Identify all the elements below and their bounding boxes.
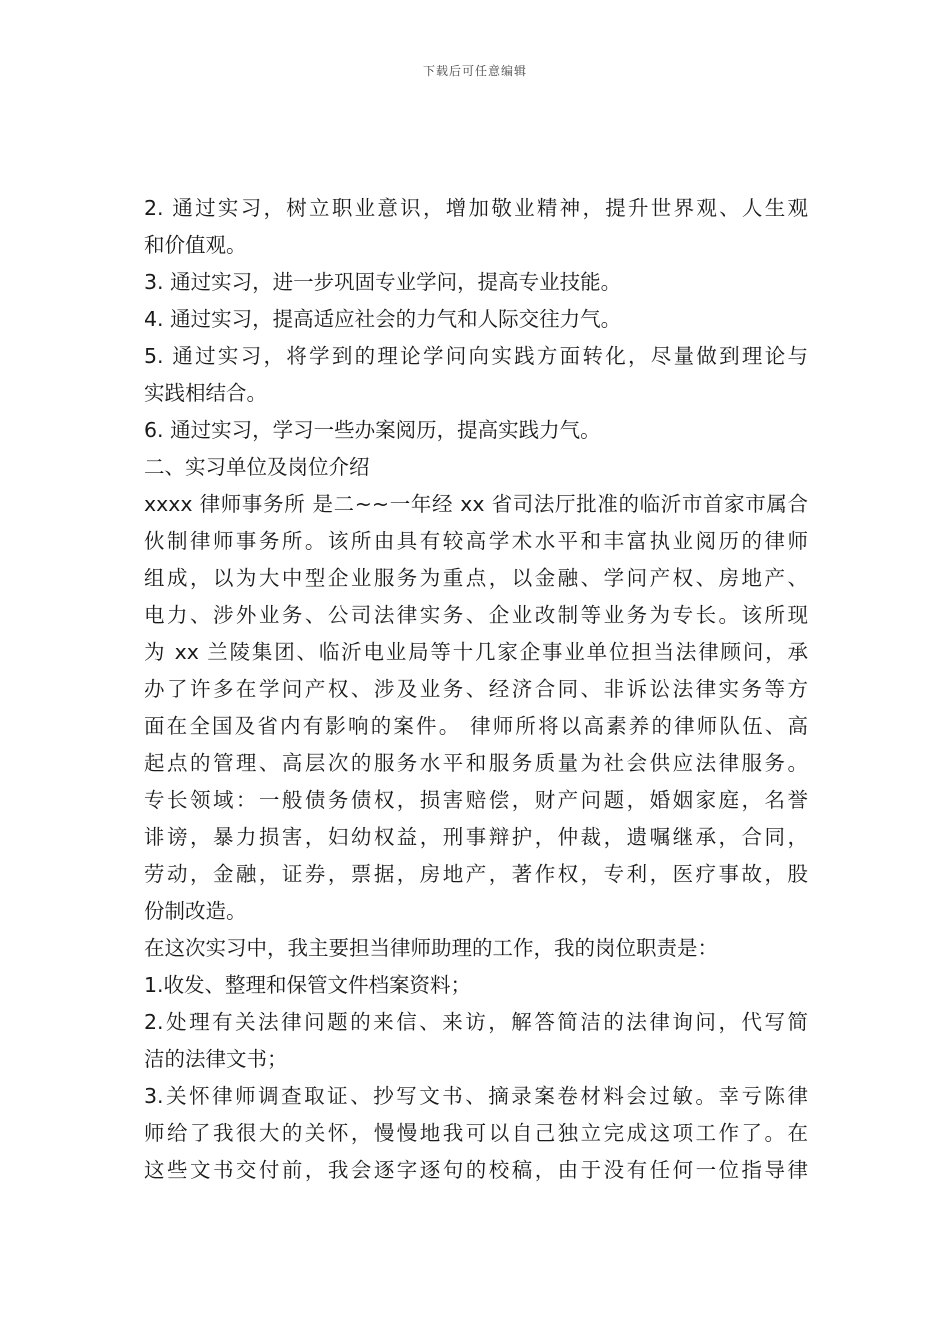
text-line: 2.处理有关法律问题的来信、来访，解答简洁的法律询问，代写简 bbox=[144, 1010, 808, 1034]
text-line: 5. 通过实习，将学到的理论学问向实践方面转化，尽量做到理论与 bbox=[144, 344, 808, 368]
text-line: 和价值观。 bbox=[144, 233, 247, 257]
text-line: 诽谤，暴力损害，妇幼权益，刑事辩护，仲裁，遗嘱继承，合同， bbox=[144, 825, 808, 849]
text-line: 办了许多在学问产权、涉及业务、经济合同、非诉讼法律实务等方 bbox=[144, 677, 808, 701]
text-line: 面在全国及省内有影响的案件。 律师所将以高素养的律师队伍、高 bbox=[144, 714, 808, 738]
text-line: 起点的管理、高层次的服务水平和服务质量为社会供应法律服务。 bbox=[144, 751, 808, 775]
text-line: 在这次实习中，我主要担当律师助理的工作，我的岗位职责是： bbox=[144, 936, 718, 960]
text-line: 为 xx 兰陵集团、临沂电业局等十几家企事业单位担当法律顾问，承 bbox=[144, 640, 808, 664]
text-line: 3.关怀律师调查取证、抄写文书、摘录案卷材料会过敏。幸亏陈律 bbox=[144, 1084, 808, 1108]
text-line: 劳动，金融，证券，票据，房地产，著作权，专利，医疗事故，股 bbox=[144, 862, 808, 886]
text-line: xxxx 律师事务所 是二~~一年经 xx 省司法厅批准的临沂市首家市属合 bbox=[144, 492, 808, 516]
text-line: 电力、涉外业务、公司法律实务、企业改制等业务为专长。该所现 bbox=[144, 603, 808, 627]
text-line: 专长领域：一般债务债权，损害赔偿，财产问题，婚姻家庭，名誉 bbox=[144, 788, 808, 812]
text-line: 1.收发、整理和保管文件档案资料； bbox=[144, 973, 472, 997]
text-line: 4. 通过实习，提高适应社会的力气和人际交往力气。 bbox=[144, 307, 622, 331]
page-header: 下载后可任意编辑 bbox=[422, 64, 527, 78]
text-line: 这些文书交付前，我会逐字逐句的校稿，由于没有任何一位指导律 bbox=[144, 1158, 808, 1182]
text-line: 二、实习单位及岗位介绍 bbox=[144, 455, 370, 479]
text-line: 实践相结合。 bbox=[144, 381, 267, 405]
text-line: 师给了我很大的关怀，慢慢地我可以自己独立完成这项工作了。在 bbox=[144, 1121, 808, 1145]
document-body bbox=[144, 190, 808, 1189]
text-line: 组成，以为大中型企业服务为重点，以金融、学问产权、房地产、 bbox=[144, 566, 808, 590]
text-line: 洁的法律文书； bbox=[144, 1047, 288, 1071]
text-line: 6. 通过实习，学习一些办案阅历，提高实践力气。 bbox=[144, 418, 601, 442]
text-line: 伙制律师事务所。该所由具有较高学术水平和丰富执业阅历的律师 bbox=[144, 529, 808, 553]
text-line: 3. 通过实习，进一步巩固专业学问，提高专业技能。 bbox=[144, 270, 622, 294]
text-line: 2. 通过实习，树立职业意识，增加敬业精神，提升世界观、人生观 bbox=[144, 196, 808, 220]
text-line: 份制改造。 bbox=[144, 899, 247, 923]
